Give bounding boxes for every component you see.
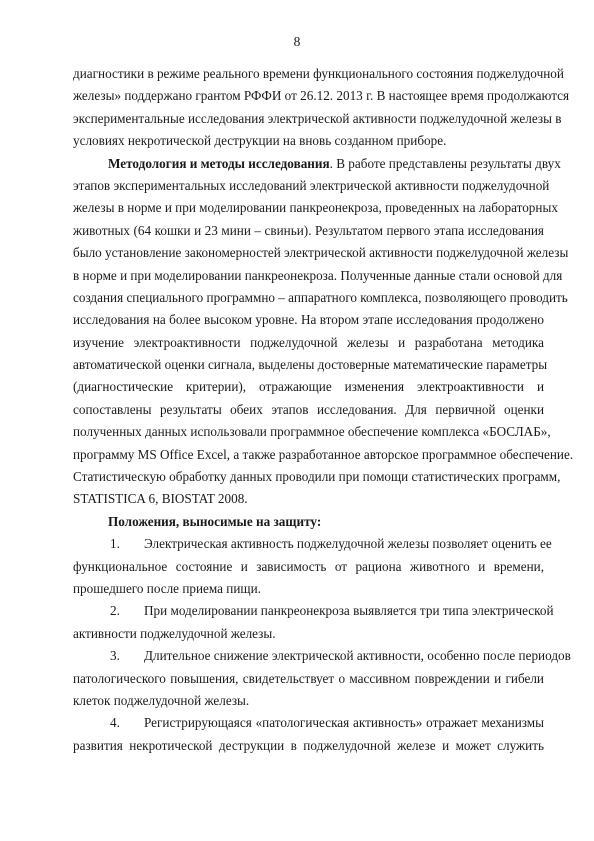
- list-item-first-line: 2. При моделировании панкреонекроза выявляется три типа электрической: [73, 600, 544, 622]
- text-line: (диагностические критерии), отражающие изменения электроактивности и: [73, 379, 544, 395]
- text-line: экспериментальные исследования электрической активности поджелудочной железы в: [73, 110, 562, 126]
- text-line: программу MS Office Excel, а также разработанное авторское программное обеспечение.: [73, 446, 574, 462]
- text-line: сопоставлены результаты обеих этапов исследования. Для первичной оценки: [73, 401, 544, 417]
- list-item-number: 4.: [110, 715, 120, 731]
- text-line: в норме и при моделировании панкреонекроза. Полученные данные стали основой для: [73, 267, 563, 283]
- list-item-first-line: 4. Регистрирующаяся «патологическая активность» отражает механизмы: [73, 712, 544, 734]
- methods-paragraph: [73, 153, 574, 511]
- text-line: активности поджелудочной железы.: [73, 625, 276, 641]
- provisions-heading: Положения, выносимые на защиту:: [108, 513, 322, 529]
- provisions-list: [73, 533, 571, 757]
- text-line: полученных данных использовали программное обеспечение комплекса «БОСЛАБ»,: [73, 424, 551, 440]
- text-line: животных (64 кошки и 23 мини – свиньи). Результатом первого этапа исследования: [73, 222, 544, 238]
- methods-first-rest: . В работе представлены результаты двух: [329, 155, 561, 171]
- list-item-first-line: 1. Электрическая активность поджелудочной железы позволяет оценить ее: [73, 533, 544, 555]
- text-line: изучение электроактивности поджелудочной железы и разработана методика: [73, 334, 544, 350]
- text-line: исследования на более высоком уровне. На втором этапе исследования продолжено: [73, 312, 544, 328]
- text-line: патологического повышения, свидетельствует о массивном повреждении и гибели: [73, 670, 544, 686]
- text-line: этапов экспериментальных исследований электрической активности поджелудочной: [73, 177, 550, 193]
- text-line: клеток поджелудочной железы.: [73, 692, 250, 708]
- methods-first-line: [73, 153, 561, 175]
- text-line: автоматической оценки сигнала, выделены достоверные математические параметры: [73, 357, 548, 373]
- list-item-number: 2.: [110, 603, 120, 619]
- page-body: [73, 63, 574, 757]
- text-line: развития некротической деструкции в поджелудочной железе и может служить: [73, 737, 544, 753]
- text-line: прошедшего после приема пищи.: [73, 580, 261, 596]
- list-item-first-line: 3. Длительное снижение электрической активности, особенно после периодов: [73, 645, 544, 667]
- text-line: STATISTICA 6, BIOSTAT 2008.: [73, 491, 248, 507]
- list-item-number: 3.: [110, 648, 120, 664]
- text-line: железы в норме и при моделировании панкреонекроза, проведенных на лабораторных: [73, 200, 558, 216]
- text-line: функциональное состояние и зависимость от рациона животного и времени,: [73, 558, 544, 574]
- text-line: диагностики в режиме реального времени функционального состояния поджелудочной: [73, 66, 564, 81]
- text-line: Статистическую обработку данных проводили при помощи статистических программ,: [73, 469, 561, 485]
- text-line: железы» поддержано грантом РФФИ от 26.12. 2013 г. В настоящее время продолжаются: [73, 88, 570, 104]
- text-line: создания специального программно – аппаратного комплекса, позволяющего проводить: [73, 289, 568, 305]
- methods-heading: Методология и методы исследования: [108, 155, 330, 171]
- list-item-number: 1.: [110, 536, 120, 552]
- intro-paragraph: [73, 63, 570, 153]
- text-line: было установление закономерностей электрической активности поджелудочной железы: [73, 245, 569, 261]
- page-number: 8: [293, 34, 301, 49]
- text-line: условиях некротической деструкции на вновь созданном приборе.: [73, 133, 447, 149]
